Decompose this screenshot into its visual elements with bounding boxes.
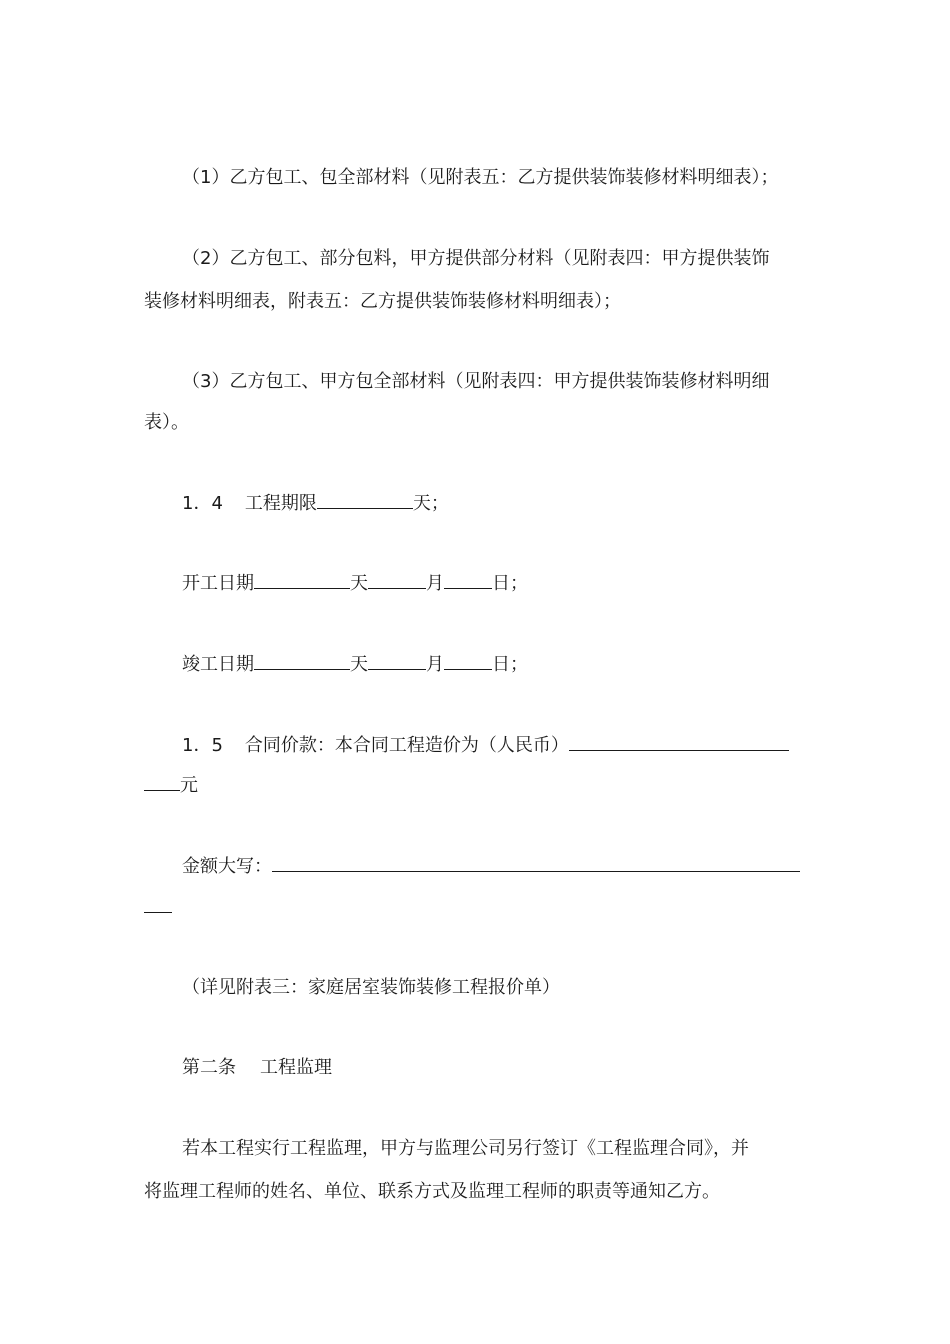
article-2-title: 工程监理	[260, 1057, 332, 1078]
clause-option-1-text: （1）乙方包工、包全部材料（见附表五：乙方提供装饰装修材料明细表）；	[182, 167, 779, 188]
end-date-date-unit: 日；	[492, 654, 528, 675]
term-line	[182, 490, 822, 517]
start-date-day-unit: 天	[350, 573, 368, 594]
supervision-line-1	[182, 1136, 822, 1162]
price-line-1	[182, 732, 822, 759]
term-number: 1．4	[182, 493, 223, 514]
start-date-month-unit: 月	[426, 573, 444, 594]
price-label: 合同价款：本合同工程造价为（人民币）	[244, 735, 569, 756]
amount-blank-continuation[interactable]	[144, 894, 172, 913]
clause-option-2-line-1	[182, 246, 822, 272]
start-date-date-blank[interactable]	[444, 570, 492, 589]
price-blank-continuation[interactable]	[144, 772, 180, 791]
detail-note-line	[182, 975, 822, 1001]
end-date-year-blank[interactable]	[254, 651, 350, 670]
amount-label: 金额大写：	[182, 856, 272, 877]
price-blank-field[interactable]	[569, 732, 789, 751]
price-unit: 元	[180, 775, 198, 796]
end-date-day-unit: 天	[350, 654, 368, 675]
clause-option-2-line-2	[144, 289, 824, 315]
amount-line-1	[182, 853, 822, 880]
supervision-text-2: 将监理工程师的姓名、单位、联系方式及监理工程师的职责等通知乙方。	[144, 1181, 720, 1202]
start-date-year-blank[interactable]	[254, 570, 350, 589]
end-date-month-blank[interactable]	[368, 651, 426, 670]
start-date-date-unit: 日；	[492, 573, 528, 594]
amount-line-2	[144, 894, 824, 921]
supervision-line-2	[144, 1179, 824, 1205]
amount-blank-field[interactable]	[272, 853, 800, 872]
article-2-number: 第二条	[182, 1057, 236, 1078]
start-date-line	[182, 570, 822, 597]
clause-option-3-line-1	[182, 369, 822, 395]
end-date-line	[182, 651, 822, 678]
clause-option-2-text-1: （2）乙方包工、部分包料，甲方提供部分材料（见附表四：甲方提供装饰	[182, 248, 770, 269]
term-unit: 天；	[412, 493, 449, 514]
detail-note-text: （详见附表三：家庭居室装饰装修工程报价单）	[182, 977, 560, 998]
start-date-month-blank[interactable]	[368, 570, 426, 589]
end-date-label: 竣工日期	[182, 654, 254, 675]
start-date-label: 开工日期	[182, 573, 254, 594]
end-date-date-blank[interactable]	[444, 651, 492, 670]
term-label: 工程期限	[244, 493, 317, 514]
term-blank-field[interactable]	[317, 490, 413, 509]
clause-option-2-text-2: 装修材料明细表，附表五：乙方提供装饰装修材料明细表）；	[144, 291, 621, 312]
end-date-month-unit: 月	[426, 654, 444, 675]
price-line-2	[144, 772, 824, 799]
clause-option-3-text-2: 表）。	[144, 412, 189, 433]
clause-option-1	[182, 165, 822, 191]
article-2-heading	[182, 1055, 822, 1081]
clause-option-3-line-2	[144, 410, 824, 436]
supervision-text-1: 若本工程实行工程监理，甲方与监理公司另行签订《工程监理合同》，并	[182, 1138, 749, 1159]
price-number: 1．5	[182, 735, 223, 756]
clause-option-3-text-1: （3）乙方包工、甲方包全部材料（见附表四：甲方提供装饰装修材料明细	[182, 371, 770, 392]
